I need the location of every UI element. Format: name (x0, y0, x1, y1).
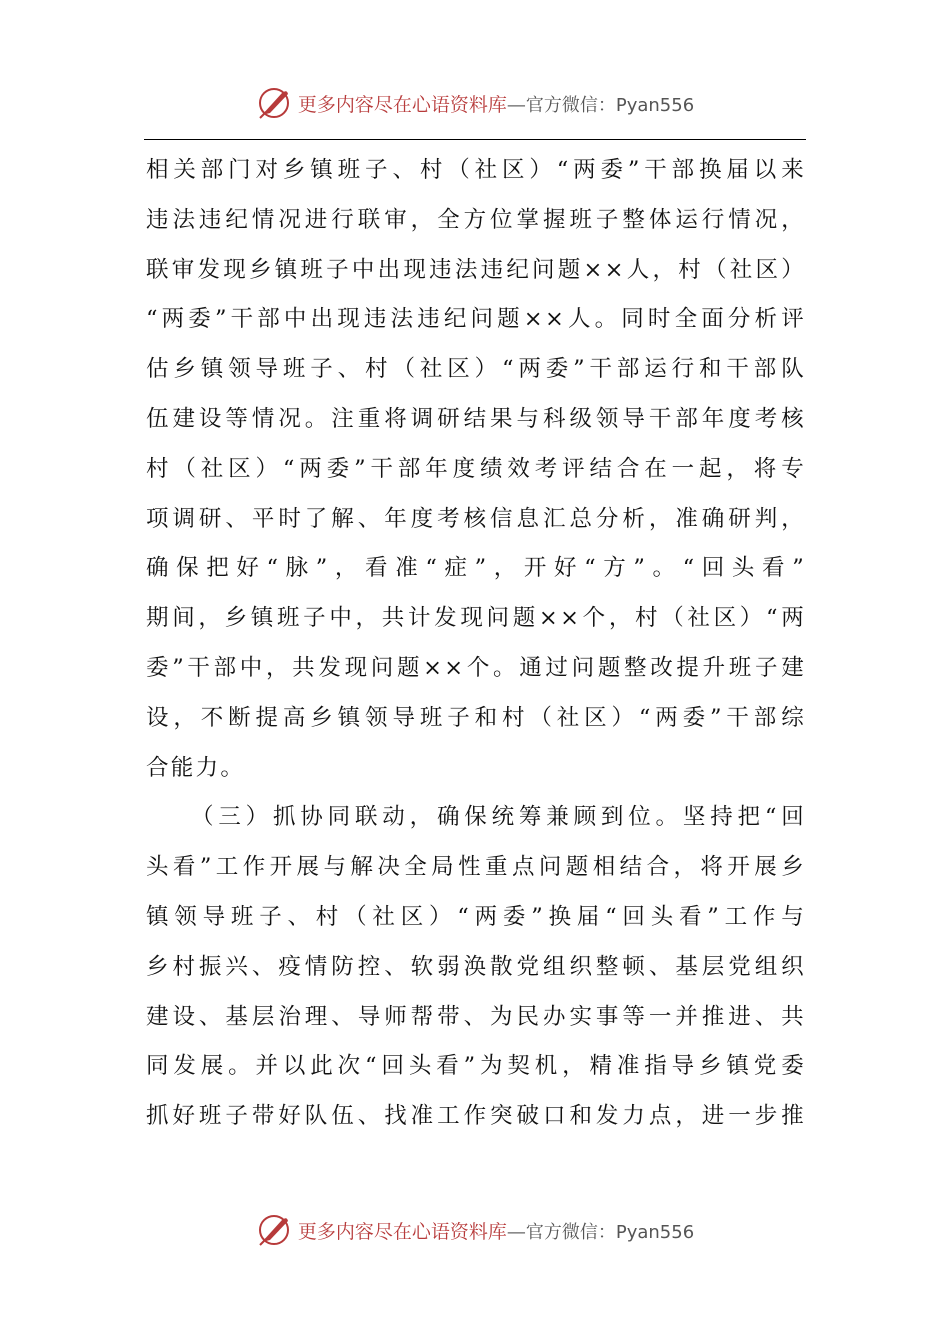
text-line: 同发展。并以此次“回头看”为契机，精准指导乡镇党委 (146, 1053, 806, 1080)
text-line: 估乡镇领导班子、村（社区）“两委”干部运行和干部队 (146, 356, 806, 383)
footer-watermark (0, 1210, 950, 1250)
text-line: 建设、基层治理、导师帮带、为民办实事等一并推进、共 (146, 1003, 806, 1030)
watermark-text: 更多内容尽在心语资料库—官方微信：Pyan556 (297, 1220, 695, 1243)
document-body (146, 146, 806, 1142)
watermark-text: 更多内容尽在心语资料库—官方微信：Pyan556 (297, 93, 695, 116)
text-line: 委”干部中，共发现问题××个。通过问题整改提升班子建 (146, 654, 806, 681)
text-line: 设，不断提高乡镇领导班子和村（社区）“两委”干部综 (146, 704, 806, 731)
text-line: 合能力。 (146, 754, 246, 781)
section-heading-line: （三）抓协同联动，确保统筹兼顾到位。坚持把“回 (191, 804, 806, 831)
text-line: “两委”干部中出现违法违纪问题××人。同时全面分析评 (146, 306, 806, 333)
text-line: 伍建设等情况。注重将调研结果与科级领导干部年度考核 (146, 405, 806, 432)
header-watermark (0, 83, 950, 123)
text-line: 联审发现乡镇班子中出现违法违纪问题××人，村（社区） (146, 256, 806, 283)
text-line: 村（社区）“两委”干部年度绩效考评结合在一起，将专 (146, 455, 806, 482)
text-line: 乡村振兴、疫情防控、软弱涣散党组织整顿、基层党组织 (146, 953, 806, 980)
text-line: 项调研、平时了解、年度考核信息汇总分析，准确研判， (146, 505, 806, 532)
quill-logo-icon (256, 1212, 292, 1248)
text-line: 期间，乡镇班子中，共计发现问题××个，村（社区）“两 (146, 605, 806, 632)
text-line: 抓好班子带好队伍、找准工作突破口和发力点，进一步推 (146, 1103, 806, 1130)
text-line: 违法违纪情况进行联审，全方位掌握班子整体运行情况， (146, 206, 806, 233)
text-line: 头看”工作开展与解决全局性重点问题相结合，将开展乡 (146, 854, 806, 881)
header-divider (144, 139, 806, 140)
text-line: 相关部门对乡镇班子、村（社区）“两委”干部换届以来 (146, 157, 806, 183)
text-line: 确保把好“脉”，看准“症”，开好“方”。“回头看” (146, 555, 806, 582)
text-line: 镇领导班子、村（社区）“两委”换届“回头看”工作与 (146, 903, 806, 930)
quill-logo-icon (256, 85, 292, 121)
